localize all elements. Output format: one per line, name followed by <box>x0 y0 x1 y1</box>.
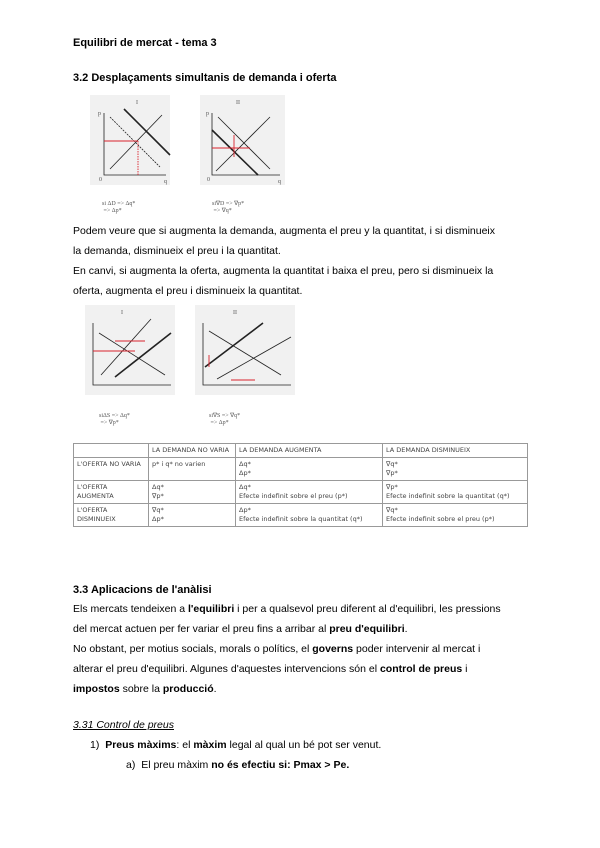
paragraph-intervention-l2: alterar el preu d'equilibri. Algunes d'aquestes intervencions són el control de preus i <box>73 663 468 675</box>
paragraph-demand-l1: Podem veure que si augmenta la demanda, augmenta el preu y la quantitat, i si disminueix <box>73 225 495 237</box>
fig1-panel-i-label: I <box>136 100 138 106</box>
table-cell: L'OFERTA NO VARIA <box>74 458 149 481</box>
table-cell: ∇q* Δp* <box>149 504 236 527</box>
table-row <box>74 504 528 527</box>
demand-shift-figure <box>90 95 300 225</box>
table-cell: p* i q* no varien <box>149 458 236 481</box>
panel-ii-background <box>200 95 285 185</box>
panel-i-background <box>90 95 170 185</box>
paragraph-equilibrium-l2: del mercat actuen per fer variar el preu fins a arribar al preu d'equilibri. <box>73 623 408 635</box>
section-title-3-2: 3.2 Desplaçaments simultanis de demanda i oferta <box>73 72 337 84</box>
fig1-caption-right: si∇D => ∇p* => ∇q* <box>212 201 245 214</box>
table-cell: L'OFERTA DISMINUEIX <box>74 504 149 527</box>
paragraph-supply-l1: En canvi, si augmenta la oferta, augmenta la quantitat i baixa el preu, pero si disminueix la <box>73 265 494 277</box>
effects-table <box>73 443 528 527</box>
fig1-zero-label-ii: 0 <box>207 177 210 183</box>
table-cell: Δq* Efecte indefinit sobre el preu (p*) <box>236 481 383 504</box>
table-cell: ∇q* Efecte indefinit sobre el preu (p*) <box>383 504 528 527</box>
fig2-panel-i-label: I <box>121 310 123 316</box>
paragraph-equilibrium-l1: Els mercats tendeixen a l'equilibri i per a qualsevol preu diferent al d'equilibri, les pressions <box>73 603 501 615</box>
fig1-panel-ii-label: II <box>236 100 240 106</box>
page-header: Equilibri de mercat - tema 3 <box>73 37 217 49</box>
table-header-cell <box>74 444 149 458</box>
paragraph-intervention-l3: impostos sobre la producció. <box>73 683 217 695</box>
paragraph-demand-l2: la demanda, disminueix el preu i la quantitat. <box>73 245 281 257</box>
list-item-preu-efectiu: a) El preu màxim no és efectiu si: Pmax > Pe. <box>126 759 350 771</box>
table-header-cell: LA DEMANDA NO VARIA <box>149 444 236 458</box>
table-cell: ∇p* Efecte indefinit sobre la quantitat (q*) <box>383 481 528 504</box>
fig2-caption-left: siΔS => Δq* => ∇p* <box>99 413 130 426</box>
list-item-preus-maxims: 1) Preus màxims: el màxim legal al qual un bé pot ser venut. <box>90 739 382 751</box>
fig2-panel-i-background <box>85 305 175 395</box>
fig1-q-label-ii: q <box>278 179 281 185</box>
fig1-zero-label: 0 <box>99 177 102 183</box>
fig1-q-label: q <box>164 179 167 185</box>
table-header-cell: LA DEMANDA AUGMENTA <box>236 444 383 458</box>
table-cell: ∇q* ∇p* <box>383 458 528 481</box>
table-header-cell: LA DEMANDA DISMINUEIX <box>383 444 528 458</box>
fig1-caption-left: si ΔD => Δq* => Δp* <box>102 201 136 214</box>
supply-shift-figure <box>85 305 315 435</box>
fig1-p-label: p <box>98 111 101 117</box>
table-row <box>74 481 528 504</box>
fig2-panel-ii-label: II <box>233 310 237 316</box>
table-row <box>74 444 528 458</box>
table-row <box>74 458 528 481</box>
table-cell: Δp* Efecte indefinit sobre la quantitat (q*) <box>236 504 383 527</box>
fig2-caption-right: si∇S => ∇q* => Δp* <box>209 413 241 426</box>
paragraph-intervention-l1: No obstant, per motius socials, morals o polítics, el governs poder intervenir al mercat i <box>73 643 481 655</box>
subsection-title-3-31: 3.31 Control de preus <box>73 719 174 731</box>
table-cell: Δq* Δp* <box>236 458 383 481</box>
paragraph-supply-l2: oferta, augmenta el preu i disminueix la quantitat. <box>73 285 303 297</box>
fig1-p-label-ii: p <box>206 111 209 117</box>
table-cell: L'OFERTA AUGMENTA <box>74 481 149 504</box>
fig2-panel-ii-background <box>195 305 295 395</box>
section-title-3-3: 3.3 Aplicacions de l'anàlisi <box>73 584 212 596</box>
table-cell: Δq* ∇p* <box>149 481 236 504</box>
